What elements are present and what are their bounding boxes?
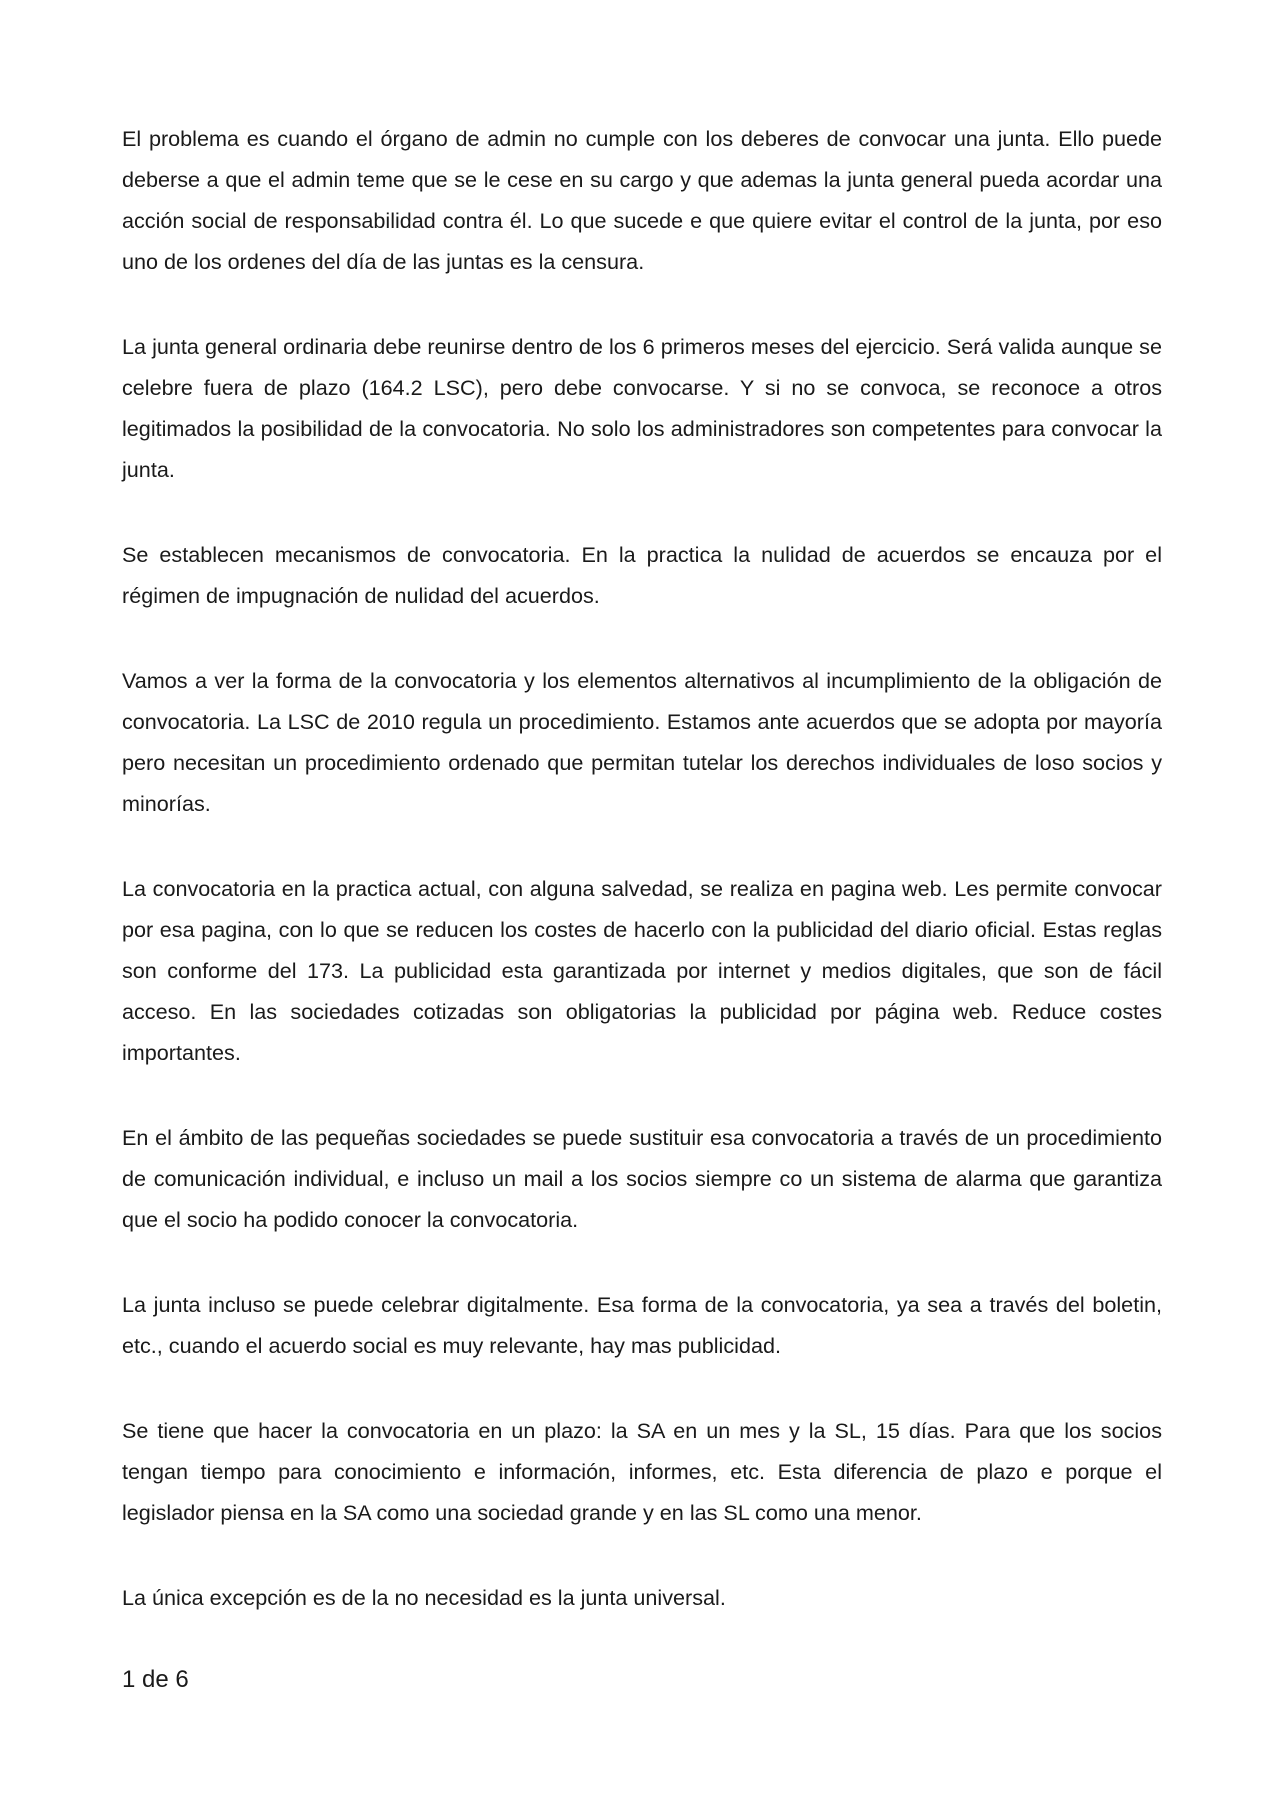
paragraph-6: En el ámbito de las pequeñas sociedades se puede sustituir esa convocatoria a través de un procedimiento de comunicación individual, e incluso un mail a los socios siempre co un sistema de alarma que garantiza que el socio ha podido conocer la convocatoria. — [122, 1125, 1162, 1232]
paragraph-5: La convocatoria en la practica actual, con alguna salvedad, se realiza en pagina web. Les permite convocar por esa pagina, con lo que se reducen los costes de hacerlo con la publicidad del diario oficial. Estas reglas son conforme del 173. La publicidad esta garantizada por internet y medios digitales, que son de fácil acceso. En las sociedades cotizadas son obligatorias la publicidad por página web. Reduce costes importantes. — [122, 876, 1162, 1065]
paragraph-1: El problema es cuando el órgano de admin no cumple con los deberes de convocar una junta. Ello puede deberse a que el admin teme que se le cese en su cargo y que ademas la junta general pueda acordar una acción social de responsabilidad contra él. Lo que sucede e que quiere evitar el control de la junta, por eso uno de los ordenes del día de las juntas es la censura. — [122, 126, 1162, 274]
paragraph-2: La junta general ordinaria debe reunirse dentro de los 6 primeros meses del ejercicio. Será valida aunque se celebre fuera de plazo (164.2 LSC), pero debe convocarse. Y si no se convoca, se reconoce a otros legitimados la posibilidad de la convocatoria. No solo los administradores son competentes para convocar la junta. — [122, 334, 1162, 482]
page-number: 1 de 6 — [122, 1666, 189, 1693]
paragraph-3: Se establecen mecanismos de convocatoria. En la practica la nulidad de acuerdos se encauza por el régimen de impugnación de nulidad del acuerdos. — [122, 542, 1162, 608]
paragraph-8: Se tiene que hacer la convocatoria en un plazo: la SA en un mes y la SL, 15 días. Para que los socios tengan tiempo para conocimiento e información, informes, etc. Esta diferencia de plazo e porque el legislador piensa en la SA como una sociedad grande y en las SL como una menor. — [122, 1418, 1162, 1525]
paragraph-4: Vamos a ver la forma de la convocatoria y los elementos alternativos al incumplimiento de la obligación de convocatoria. La LSC de 2010 regula un procedimiento. Estamos ante acuerdos que se adopta por mayoría pero necesitan un procedimiento ordenado que permitan tutelar los derechos individuales de loso socios y minorías. — [122, 668, 1162, 816]
document-body — [122, 118, 1162, 1662]
paragraph-7: La junta incluso se puede celebrar digitalmente. Esa forma de la convocatoria, ya sea a través del boletin, etc., cuando el acuerdo social es muy relevante, hay mas publicidad. — [122, 1292, 1162, 1358]
paragraph-9: La única excepción es de la no necesidad es la junta universal. — [122, 1585, 726, 1610]
